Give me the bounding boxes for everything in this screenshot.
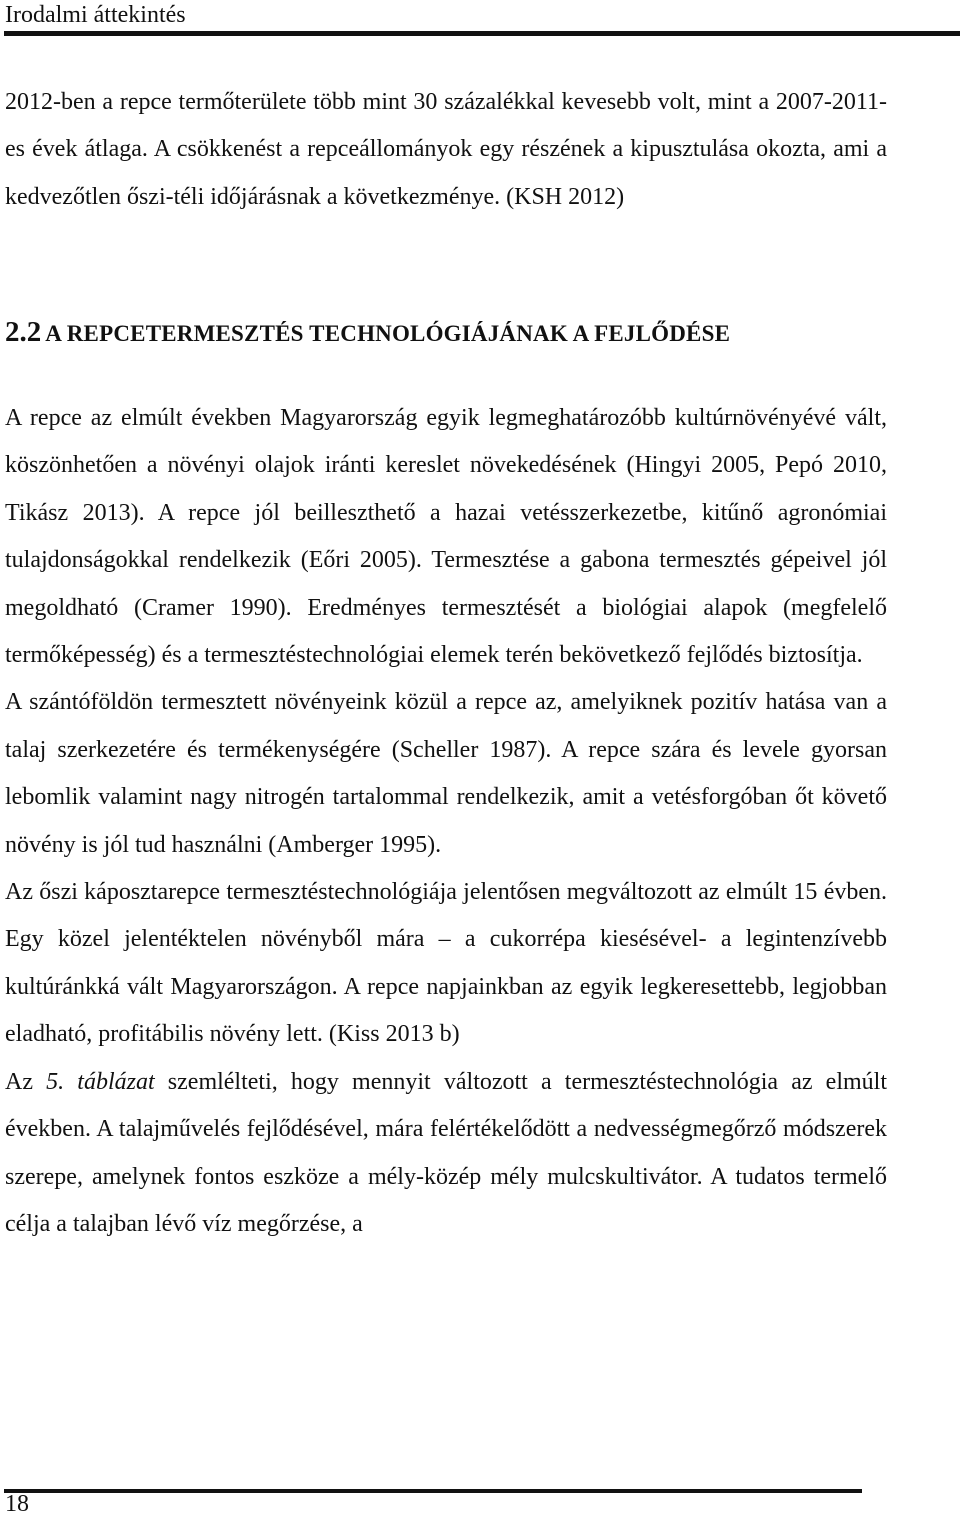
footer-rule <box>4 1489 862 1493</box>
paragraph-text: szemlélteti, hogy mennyit változott a termesztéstechnológia az elmúlt években. A talajművelés fejlődésével, mára felértékelődött a nedvességmegőrző módszerek szerepe, amelynek fontos eszköze a mély-közép mély mulcskultivátor. A tudatos termelő célja a talajban lévő víz megőrzése, a <box>5 1068 887 1237</box>
header-rule <box>4 31 960 36</box>
section-title: A REPCETERMESZTÉS TECHNOLÓGIÁJÁNAK A FEJLŐDÉSE <box>45 321 731 346</box>
body-paragraph-1: A repce az elmúlt években Magyarország egyik legmeghatározóbb kultúrnövényévé vált, köszönhetően a növényi olajok iránti kereslet növekedésének (Hingyi 2005, Pepó 2010, Tikász 2013). A repce jól beilleszthető a hazai vetésszerkezetbe, kitűnő agronómiai tulajdonságokkal rendelkezik (Eőri 2005). Termesztése a gabona termesztés gépeivel jól megoldható (Cramer 1990). Eredményes termesztését a biológiai alapok (megfelelő termőképesség) és a termesztéstechnológiai elemek terén bekövetkező fejlődés biztosítja. <box>5 405 887 669</box>
body-text <box>5 395 887 1248</box>
intro-block <box>5 79 887 221</box>
table-reference: 5. táblázat <box>46 1068 155 1095</box>
paragraph-prefix: Az <box>5 1068 47 1095</box>
section-number: 2.2 <box>5 316 42 348</box>
body-paragraph-3: Az őszi káposztarepce termesztéstechnológiája jelentősen megváltozott az elmúlt 15 évben. Egy közel jelentéktelen növényből mára – a cukorrépa kiesésével- a legintenzívebb kultúránkká vált Magyarországon. A repce napjainkban az egyik legkeresettebb, legjobban eladható, profitábilis növény lett. (Kiss 2013 b) <box>5 879 887 1048</box>
running-header: Irodalmi áttekintés <box>5 2 186 28</box>
section-heading <box>5 308 730 361</box>
page-number: 18 <box>5 1491 29 1517</box>
intro-paragraph: 2012-ben a repce termőterülete több mint 30 százalékkal kevesebb volt, mint a 2007-2011-es évek átlaga. A csökkenést a repceállományok egy részének a kipusztulása okozta, ami a kedvezőtlen őszi-téli időjárásnak a következménye. (KSH 2012) <box>5 89 887 210</box>
body-paragraph-4 <box>5 1059 887 1249</box>
body-paragraph-2: A szántóföldön termesztett növényeink közül a repce az, amelyiknek pozitív hatása van a talaj szerkezetére és termékenységére (Scheller 1987). A repce szára és levele gyorsan lebomlik valamint nagy nitrogén tartalommal rendelkezik, amit a vetésforgóban őt követő növény is jól tud használni (Amberger 1995). <box>5 689 887 858</box>
